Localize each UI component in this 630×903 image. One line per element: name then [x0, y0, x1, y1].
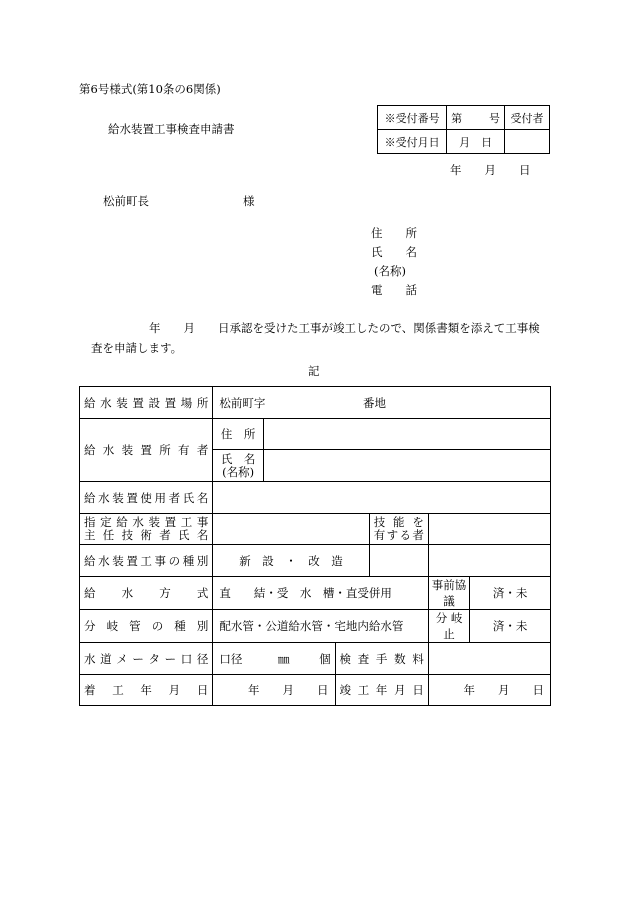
receipt-no-field[interactable]	[447, 106, 505, 130]
user-label: 給水装置使用者氏名	[80, 482, 213, 514]
location-field[interactable]	[213, 387, 551, 419]
completion-date-label: 竣工年月日	[335, 675, 428, 706]
pre-consult-label: 事前協議	[428, 577, 469, 610]
applicant-company-label: (名称)	[374, 264, 406, 278]
work-type-label: 給水装置工事の種別	[80, 545, 213, 577]
receiver-label: 受付者	[505, 106, 550, 130]
user-field[interactable]	[213, 482, 551, 514]
location-town: 松前町字	[219, 395, 266, 410]
ki-heading: 記	[308, 364, 320, 378]
branch-stop-field[interactable]: 済・未	[470, 610, 551, 643]
receipt-no-label: ※受付番号	[378, 106, 447, 130]
supply-method-label: 給水方式	[80, 577, 213, 610]
application-date: 年 月 日	[450, 163, 531, 177]
skill-label-line1: 技能を	[373, 515, 424, 529]
completion-date-field[interactable]: 年 月 日	[428, 675, 550, 706]
owner-label: 給水装置所有者	[80, 419, 213, 482]
meter-field[interactable]	[213, 643, 335, 675]
receipt-date-label: ※受付月日	[378, 130, 447, 154]
owner-name-field[interactable]	[263, 450, 550, 482]
supply-method-field[interactable]: 直 結・受 水 槽・直受併用	[213, 577, 429, 610]
owner-address-label: 住 所	[213, 419, 264, 450]
page-title: 給水装置工事検査申請書	[108, 122, 235, 136]
branch-pipe-label: 分岐管の種別	[80, 610, 213, 643]
location-banchi: 番地	[363, 395, 386, 410]
branch-pipe-field[interactable]: 配水管・公道給水管・宅地内給水管	[213, 610, 429, 643]
form-number: 第6号様式(第10条の6関係)	[79, 82, 221, 96]
meter-diam: 口径	[219, 651, 243, 666]
engineer-field[interactable]	[213, 514, 369, 545]
receipt-box	[377, 105, 550, 154]
application-table	[79, 386, 551, 706]
receipt-date-field[interactable]: 月 日	[447, 130, 505, 154]
pre-consult-field[interactable]: 済・未	[470, 577, 551, 610]
addressee-name: 松前町長	[103, 194, 149, 208]
skill-label-line2: 有する者	[373, 528, 424, 542]
engineer-label-line1: 指定給水装置工事	[84, 515, 209, 529]
applicant-phone-label: 電 話	[371, 283, 417, 297]
inspection-fee-field[interactable]	[428, 643, 550, 675]
applicant-name-label: 氏 名	[371, 245, 417, 259]
engineer-label	[80, 514, 213, 545]
work-type-field[interactable]: 新 設 ・ 改 造	[213, 545, 369, 577]
start-date-field[interactable]: 年 月 日	[213, 675, 335, 706]
branch-stop-label: 分 岐 止	[428, 610, 469, 643]
owner-address-field[interactable]	[263, 419, 550, 450]
owner-name-label-cell	[213, 450, 264, 482]
work-type-blank-2	[428, 545, 550, 577]
receipt-no-dai: 第	[451, 111, 463, 125]
start-date-label: 着工年月日	[80, 675, 213, 706]
engineer-label-line2: 主任技術者氏名	[84, 528, 209, 542]
skill-field[interactable]	[428, 514, 550, 545]
meter-count: 個	[319, 651, 331, 666]
body-text-line2: 査を申請します。	[91, 341, 183, 355]
applicant-address-label: 住 所	[371, 226, 417, 240]
body-text-line1: 年 月 日承認を受けた工事が竣工したので、関係書類を添えて工事検	[149, 321, 540, 335]
owner-name-label: 氏 名	[220, 451, 256, 466]
owner-company-label: (名称)	[222, 464, 255, 479]
location-label: 給水装置設置場所	[80, 387, 213, 419]
skill-label	[369, 514, 428, 545]
addressee-honorific: 様	[243, 194, 255, 208]
receiver-field[interactable]	[505, 130, 550, 154]
receipt-no-gou: 号	[489, 111, 501, 125]
meter-label: 水道メーター口径	[80, 643, 213, 675]
meter-mm: ㎜	[278, 651, 290, 666]
inspection-fee-label: 検査手数料	[335, 643, 428, 675]
work-type-blank	[369, 545, 428, 577]
